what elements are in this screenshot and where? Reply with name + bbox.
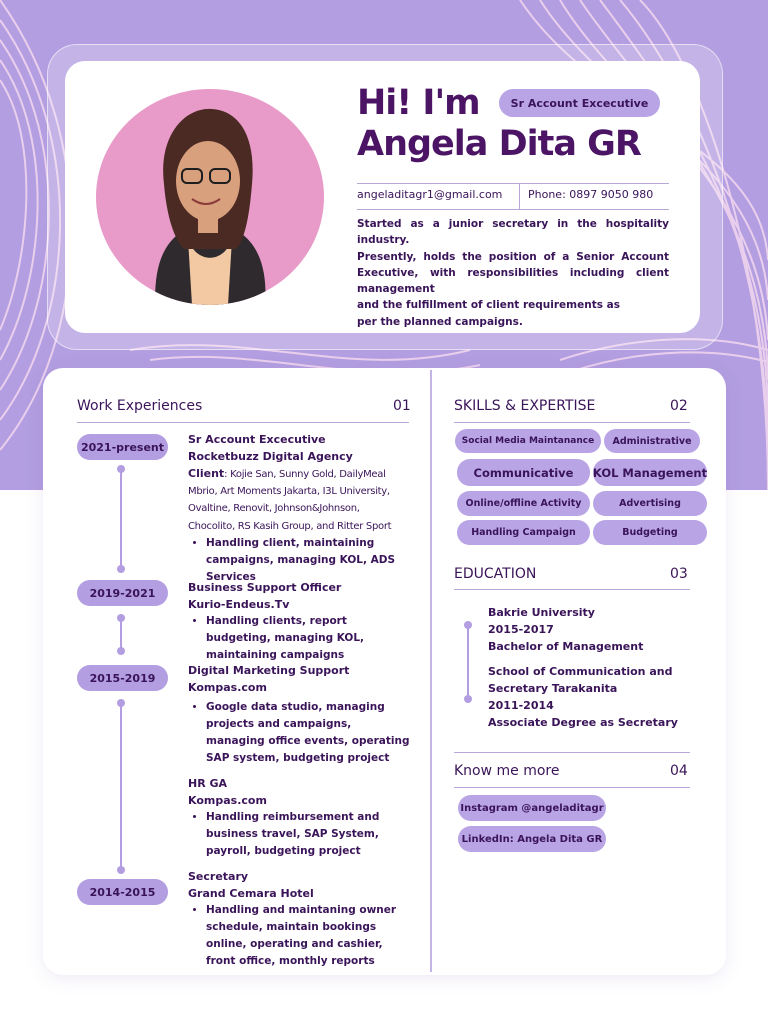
- more-section-number: 04: [670, 763, 688, 779]
- email-text[interactable]: angeladitagr1@gmail.com: [357, 188, 503, 201]
- education-section-number: 03: [670, 566, 688, 582]
- school-name: School of Communication and: [488, 665, 673, 678]
- job-bullet: • Handling and maintaning owner schedule, maintain bookings online, operating and cashier, front office, monthly reports: [206, 902, 410, 970]
- divider: [454, 752, 690, 753]
- column-divider: [430, 370, 432, 972]
- instagram-link[interactable]: Instagram @angeladitagr: [458, 795, 606, 821]
- full-name: Angela Dita GR: [357, 124, 641, 164]
- job-company: Kompas.com: [188, 681, 267, 694]
- year-pill: 2015-2019: [77, 665, 168, 691]
- client-line: Ovaltine, Renovit, Johnson&Johnson,: [188, 503, 360, 515]
- timeline-dot: [117, 565, 125, 573]
- job-clients: [188, 465, 410, 483]
- divider: [77, 422, 409, 423]
- job-entry: [188, 579, 410, 664]
- work-section-title: Work Experiences: [77, 398, 203, 414]
- skill-pill: Communicative: [457, 459, 590, 486]
- summary: [357, 216, 669, 330]
- skill-pill: Online/offline Activity: [457, 491, 590, 516]
- role-badge: Sr Account Excecutive: [499, 89, 660, 117]
- skills-section-title: SKILLS & EXPERTISE: [454, 398, 596, 414]
- timeline-dot: [117, 647, 125, 655]
- summary-line: Executive, with responsibilities including client: [357, 266, 669, 279]
- more-section-title: Know me more: [454, 763, 560, 779]
- summary-line: and the fulfillment of client requirements as: [357, 299, 620, 312]
- job-company: Grand Cemara Hotel: [188, 887, 314, 900]
- skills-section-number: 02: [670, 398, 688, 414]
- education-degree: Bachelor of Management: [488, 640, 644, 653]
- divider: [454, 589, 690, 590]
- divider: [454, 422, 690, 423]
- client-line: : Kojie San, Sunny Gold, DailyMeal: [224, 469, 386, 480]
- linkedin-link[interactable]: LinkedIn: Angela Dita GR: [458, 826, 606, 852]
- job-position: Secretary: [188, 870, 249, 883]
- education-degree: Associate Degree as Secretary: [488, 716, 678, 729]
- year-pill: 2019-2021: [77, 580, 168, 606]
- job-entry: [188, 775, 410, 860]
- job-bullets: [206, 902, 410, 970]
- year-pill: 2014-2015: [77, 879, 168, 905]
- job-entry: [188, 868, 410, 970]
- job-entry: [188, 662, 410, 767]
- job-bullet: • Google data studio, managing projects and campaigns, managing office events, operating SAP system, budgeting project: [206, 699, 410, 767]
- school-name: Secretary Tarakanita: [488, 682, 618, 695]
- job-company: Kurio-Endeus.Tv: [188, 598, 290, 611]
- profile-photo: [96, 89, 324, 305]
- summary-line: management: [357, 283, 435, 296]
- summary-line: per the planned campaigns.: [357, 315, 523, 328]
- job-bullet: • Handling reimbursement and business travel, SAP System, payroll, budgeting project: [206, 809, 410, 860]
- job-bullet: • Handling client, maintaining campaigns, managing KOL, ADS Services: [206, 535, 410, 586]
- timeline-line: [120, 618, 122, 650]
- job-entry: [188, 431, 410, 586]
- education-years: 2011-2014: [488, 699, 554, 712]
- summary-line: Presently, holds the position of a Senior Account: [357, 250, 669, 263]
- skill-pill: Social Media Maintanance: [455, 429, 601, 453]
- job-position: HR GA: [188, 777, 228, 790]
- summary-line: Started as a junior secretary in the hospitality industry.: [357, 218, 669, 247]
- work-section-number: 01: [393, 398, 411, 414]
- education-entry: [488, 663, 678, 731]
- job-company: Rocketbuzz Digital Agency: [188, 450, 353, 463]
- divider: [454, 787, 690, 788]
- skill-pill: Administrative: [604, 429, 700, 453]
- job-position: Digital Marketing Support: [188, 664, 350, 677]
- timeline-line: [120, 470, 122, 567]
- education-entry: [488, 604, 643, 655]
- school-name: Bakrie University: [488, 606, 595, 619]
- job-bullets: [206, 809, 410, 860]
- job-bullet: • Handling clients, report budgeting, managing KOL, maintaining campaigns: [206, 613, 410, 664]
- year-pill: 2021-present: [77, 434, 168, 460]
- job-position: Business Support Officer: [188, 581, 342, 594]
- client-line: Chocolito, RS Kasih Group, and Ritter Sport: [188, 520, 392, 532]
- education-section-title: EDUCATION: [454, 566, 537, 582]
- divider: [519, 183, 520, 209]
- job-position: Sr Account Excecutive: [188, 433, 326, 446]
- skill-pill: Advertising: [593, 491, 707, 516]
- education-years: 2015-2017: [488, 623, 554, 636]
- divider: [357, 183, 669, 184]
- skill-pill: Budgeting: [593, 520, 707, 545]
- person-portrait-icon: [96, 89, 324, 305]
- divider: [357, 209, 669, 210]
- timeline-line: [120, 704, 122, 870]
- timeline-dot: [117, 866, 125, 874]
- client-line: Mbrio, Art Moments Jakarta, I3L University,: [188, 486, 390, 498]
- client-label: Client: [188, 467, 225, 480]
- job-bullets: [206, 613, 410, 664]
- job-bullets: [206, 699, 410, 767]
- skill-pill: KOL Management: [593, 459, 707, 486]
- skill-pill: Handling Campaign: [457, 520, 590, 545]
- timeline-line: [467, 626, 469, 698]
- greeting: Hi! I'm: [357, 83, 480, 123]
- phone-text: Phone: 0897 9050 980: [528, 188, 654, 201]
- timeline-dot: [464, 695, 472, 703]
- job-company: Kompas.com: [188, 794, 267, 807]
